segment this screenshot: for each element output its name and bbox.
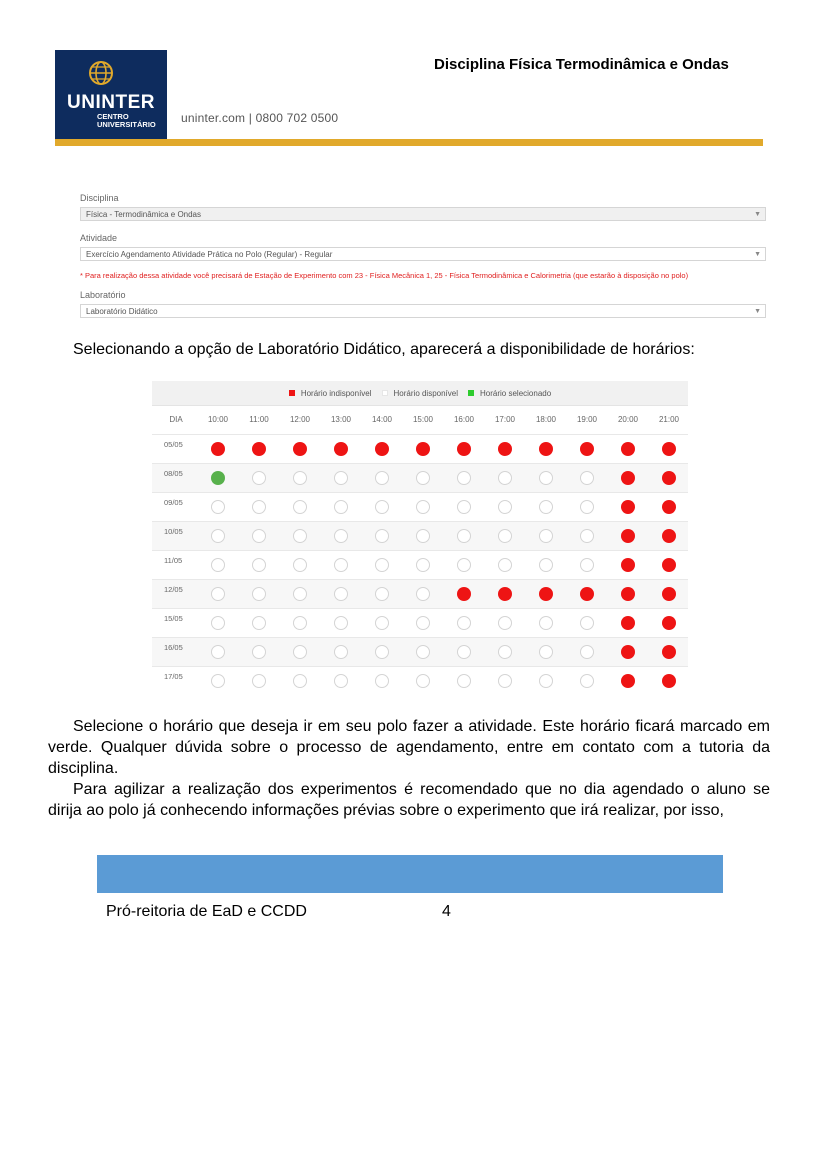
slot-unavailable <box>621 442 635 456</box>
slot-available[interactable] <box>375 500 389 514</box>
schedule-row <box>152 550 688 579</box>
schedule-grid <box>152 406 688 689</box>
slot-available[interactable] <box>498 529 512 543</box>
slot-available[interactable] <box>416 587 430 601</box>
slot-available[interactable] <box>293 674 307 688</box>
slot-unavailable <box>621 529 635 543</box>
slot-available[interactable] <box>416 674 430 688</box>
header-divider <box>55 139 763 146</box>
logo-subtitle: CENTRO UNIVERSITÁRIO <box>97 112 156 129</box>
slot-available[interactable] <box>416 558 430 572</box>
slot-available[interactable] <box>252 616 266 630</box>
day-label: 08/05 <box>164 469 183 478</box>
page-number: 4 <box>442 903 451 920</box>
slot-available[interactable] <box>498 471 512 485</box>
slot-available[interactable] <box>539 645 553 659</box>
slot-available[interactable] <box>416 471 430 485</box>
slot-unavailable <box>662 674 676 688</box>
legend-unavailable: Horário indisponível <box>289 389 372 398</box>
slot-unavailable <box>334 442 348 456</box>
schedule-row <box>152 637 688 666</box>
slot-available[interactable] <box>498 616 512 630</box>
atividade-label: Atividade <box>80 233 118 243</box>
slot-available[interactable] <box>293 616 307 630</box>
day-label: 12/05 <box>164 585 183 594</box>
slot-available[interactable] <box>375 645 389 659</box>
slot-available[interactable] <box>498 558 512 572</box>
slot-unavailable <box>621 500 635 514</box>
day-label: 10/05 <box>164 527 183 536</box>
slot-available[interactable] <box>580 645 594 659</box>
slot-available[interactable] <box>293 558 307 572</box>
day-label: 16/05 <box>164 643 183 652</box>
slot-unavailable <box>621 616 635 630</box>
logo-contact: uninter.com | 0800 702 0500 <box>181 111 339 125</box>
day-header: DIA <box>169 415 183 424</box>
slot-unavailable <box>621 587 635 601</box>
atividade-select[interactable]: Exercício Agendamento Atividade Prática no Polo (Regular) - Regular ▼ <box>80 247 766 261</box>
slot-available[interactable] <box>539 616 553 630</box>
slot-unavailable <box>662 587 676 601</box>
slot-available[interactable] <box>293 587 307 601</box>
slot-available[interactable] <box>416 529 430 543</box>
slot-unavailable <box>621 558 635 572</box>
slot-unavailable <box>498 587 512 601</box>
laboratorio-select[interactable]: Laboratório Didático ▼ <box>80 304 766 318</box>
slot-available[interactable] <box>334 616 348 630</box>
slot-available[interactable] <box>334 471 348 485</box>
slot-available[interactable] <box>334 529 348 543</box>
slot-available[interactable] <box>375 471 389 485</box>
disciplina-label: Disciplina <box>80 193 119 203</box>
slot-unavailable <box>539 587 553 601</box>
slot-available[interactable] <box>375 587 389 601</box>
time-header: 12:00 <box>289 415 311 424</box>
slot-available[interactable] <box>580 558 594 572</box>
slot-available[interactable] <box>457 529 471 543</box>
slot-available[interactable] <box>334 558 348 572</box>
slot-unavailable <box>252 442 266 456</box>
slot-unavailable <box>498 442 512 456</box>
schedule-row <box>152 579 688 608</box>
slot-available[interactable] <box>293 471 307 485</box>
requirement-note: * Para realização dessa atividade você precisará de Estação de Experimento com 23 - Física Mecânica 1, 25 - Física Termodinâmica e Calorimetria (que estarão à disposição no polo) <box>80 271 689 280</box>
slot-unavailable <box>621 674 635 688</box>
schedule-row <box>152 492 688 521</box>
slot-available[interactable] <box>252 558 266 572</box>
slot-available[interactable] <box>457 558 471 572</box>
slot-available[interactable] <box>211 587 225 601</box>
chevron-down-icon: ▼ <box>754 308 761 315</box>
slot-available[interactable] <box>416 645 430 659</box>
slot-unavailable <box>457 442 471 456</box>
intro-paragraph: Selecionando a opção de Laboratório Didático, aparecerá a disponibilidade de horários: <box>73 341 695 358</box>
slot-available[interactable] <box>334 587 348 601</box>
slot-available[interactable] <box>211 674 225 688</box>
footer-text: Pró-reitoria de EaD e CCDD <box>106 903 307 920</box>
time-header: 16:00 <box>453 415 475 424</box>
slot-available[interactable] <box>539 500 553 514</box>
schedule-row <box>152 521 688 550</box>
logo-name: UNINTER <box>67 92 155 113</box>
slot-available[interactable] <box>457 616 471 630</box>
slot-available[interactable] <box>457 500 471 514</box>
schedule-table <box>152 381 688 690</box>
slot-unavailable <box>662 558 676 572</box>
slot-available[interactable] <box>416 500 430 514</box>
slot-available[interactable] <box>457 645 471 659</box>
slot-available[interactable] <box>375 558 389 572</box>
slot-unavailable <box>580 587 594 601</box>
day-label: 15/05 <box>164 614 183 623</box>
time-header: 10:00 <box>207 415 229 424</box>
slot-available[interactable] <box>211 616 225 630</box>
form-screenshot <box>80 193 766 318</box>
slot-unavailable <box>621 471 635 485</box>
slot-available[interactable] <box>334 500 348 514</box>
schedule-row <box>152 434 688 463</box>
slot-available[interactable] <box>580 674 594 688</box>
slot-unavailable <box>539 442 553 456</box>
slot-available[interactable] <box>211 645 225 659</box>
slot-available[interactable] <box>252 500 266 514</box>
time-header: 17:00 <box>494 415 516 424</box>
slot-available[interactable] <box>457 674 471 688</box>
slot-unavailable <box>662 471 676 485</box>
slot-available[interactable] <box>498 500 512 514</box>
chevron-down-icon: ▼ <box>754 251 761 258</box>
body-paragraph: Para agilizar a realização dos experimentos é recomendado que no dia agendado o aluno se dirija ao polo já conhecendo informações prévias sobre o experimento que irá realizar, por isso, <box>48 781 770 819</box>
slot-available[interactable] <box>539 674 553 688</box>
time-header: 13:00 <box>330 415 352 424</box>
slot-available[interactable] <box>252 645 266 659</box>
slot-available[interactable] <box>498 674 512 688</box>
time-header: 11:00 <box>249 415 269 424</box>
slot-unavailable <box>375 442 389 456</box>
slot-unavailable <box>662 529 676 543</box>
slot-available[interactable] <box>293 500 307 514</box>
schedule-header <box>152 406 688 434</box>
time-header: 19:00 <box>576 415 598 424</box>
slot-available[interactable] <box>580 500 594 514</box>
slot-available[interactable] <box>580 471 594 485</box>
body-paragraph: Selecione o horário que deseja ir em seu polo fazer a atividade. Este horário ficará marcado em verde. Qualquer dúvida sobre o processo de agendamento, entre em contato com a tutoria da disciplina. <box>48 718 770 777</box>
day-label: 05/05 <box>164 440 183 449</box>
legend-selected: Horário selecionado <box>468 389 551 398</box>
slot-unavailable <box>457 587 471 601</box>
time-header: 15:00 <box>412 415 434 424</box>
slot-unavailable <box>621 645 635 659</box>
slot-available[interactable] <box>539 471 553 485</box>
slot-unavailable <box>580 442 594 456</box>
slot-available[interactable] <box>293 529 307 543</box>
slot-available[interactable] <box>416 616 430 630</box>
schedule-legend <box>152 381 688 406</box>
uninter-logo <box>55 50 167 140</box>
time-header: 20:00 <box>617 415 639 424</box>
disciplina-select[interactable]: Física - Termodinâmica e Ondas ▼ <box>80 207 766 221</box>
chevron-down-icon: ▼ <box>754 211 761 218</box>
slot-available[interactable] <box>498 645 512 659</box>
slot-available[interactable] <box>252 529 266 543</box>
slot-available[interactable] <box>252 674 266 688</box>
slot-available[interactable] <box>375 529 389 543</box>
time-header: 21:00 <box>658 415 680 424</box>
slot-unavailable <box>662 442 676 456</box>
body-text <box>48 716 770 821</box>
slot-available[interactable] <box>211 558 225 572</box>
slot-unavailable <box>662 616 676 630</box>
slot-available[interactable] <box>539 529 553 543</box>
slot-available[interactable] <box>375 674 389 688</box>
slot-available[interactable] <box>293 645 307 659</box>
slot-available[interactable] <box>457 471 471 485</box>
slot-available[interactable] <box>211 500 225 514</box>
slot-available[interactable] <box>252 471 266 485</box>
laboratorio-label: Laboratório <box>80 290 126 300</box>
day-label: 09/05 <box>164 498 183 507</box>
slot-available[interactable] <box>580 529 594 543</box>
day-label: 17/05 <box>164 672 183 681</box>
slot-available[interactable] <box>375 616 389 630</box>
document-title: Disciplina Física Termodinâmica e Ondas <box>434 56 729 73</box>
schedule-row <box>152 608 688 637</box>
slot-unavailable <box>293 442 307 456</box>
slot-unavailable <box>211 442 225 456</box>
time-header: 18:00 <box>535 415 557 424</box>
time-header: 14:00 <box>371 415 393 424</box>
slot-available[interactable] <box>334 674 348 688</box>
slot-available[interactable] <box>252 587 266 601</box>
schedule-row <box>152 463 688 492</box>
slot-available[interactable] <box>539 558 553 572</box>
day-label: 11/05 <box>164 556 183 565</box>
slot-unavailable <box>662 500 676 514</box>
slot-available[interactable] <box>334 645 348 659</box>
slot-available[interactable] <box>211 529 225 543</box>
footer-bar <box>97 855 723 893</box>
legend-available: Horário disponível <box>382 389 458 398</box>
slot-selected[interactable] <box>211 471 225 485</box>
slot-unavailable <box>662 645 676 659</box>
slot-unavailable <box>416 442 430 456</box>
schedule-row <box>152 666 688 695</box>
slot-available[interactable] <box>580 616 594 630</box>
